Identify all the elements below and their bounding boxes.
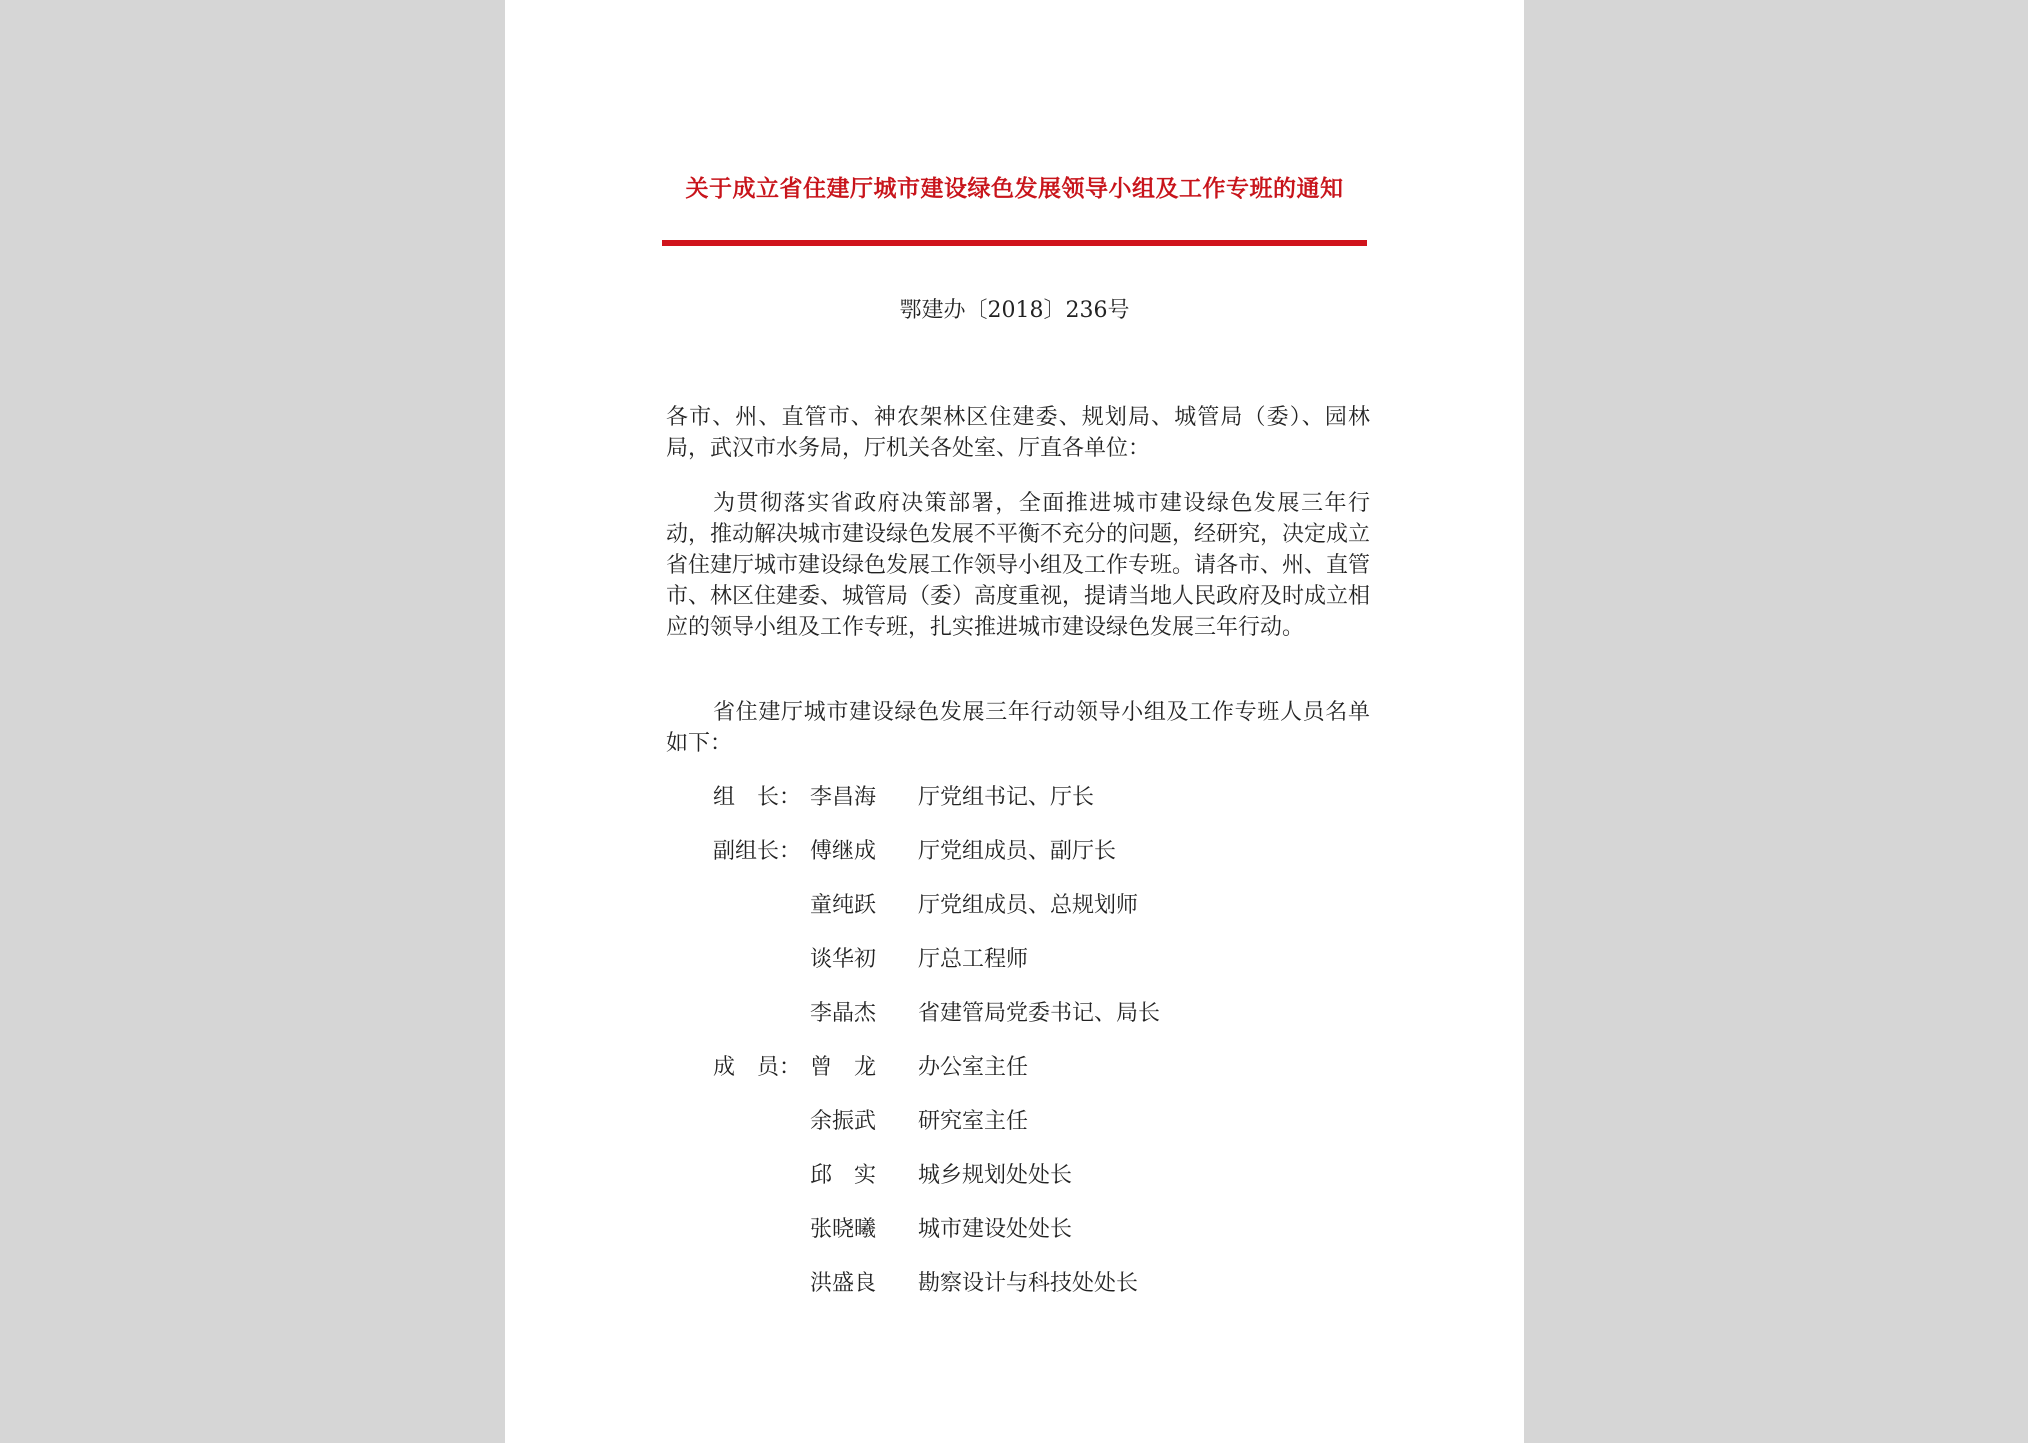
member-position: 办公室主任 [918,1055,1029,1080]
member-name: 余振武 [810,1109,877,1134]
member-name: 邱 实 [810,1163,877,1188]
member-position: 城乡规划处处长 [918,1163,1073,1188]
member-name: 洪盛良 [810,1271,877,1296]
member-role: 组 长： [713,785,802,810]
member-position: 勘察设计与科技处处长 [918,1271,1139,1296]
member-row [713,1266,1373,1320]
member-name: 曾 龙 [810,1055,877,1080]
member-position: 厅总工程师 [918,947,1029,972]
member-row [713,1212,1373,1266]
member-row [713,996,1373,1050]
member-list [713,780,1373,1320]
member-row [713,1104,1373,1158]
red-header-rule [662,240,1367,246]
member-position: 厅党组成员、副厅长 [918,839,1117,864]
member-row [713,888,1373,942]
member-position: 省建管局党委书记、局长 [918,1001,1161,1026]
member-position: 厅党组书记、厅长 [918,785,1095,810]
member-name: 李昌海 [810,785,877,810]
member-position: 研究室主任 [918,1109,1029,1134]
addressee-paragraph: 各市、州、直管市、神农架林区住建委、规划局、城管局（委）、园林局，武汉市水务局，厅机关各处室、厅直各单位： [666,405,1370,461]
member-name: 谈华初 [810,947,877,972]
member-position: 城市建设处处长 [918,1217,1073,1242]
member-name: 傅继成 [810,839,877,864]
member-row [713,780,1373,834]
body-paragraph-1: 为贯彻落实省政府决策部署，全面推进城市建设绿色发展三年行动，推动解决城市建设绿色发展不平衡不充分的问题，经研究，决定成立省住建厅城市建设绿色发展工作领导小组及工作专班。请各市、州、直管市、林区住建委、城管局（委）高度重视，提请当地人民政府及时成立相应的领导小组及工作专班，扎实推进城市建设绿色发展三年行动。 [666,491,1371,640]
member-name: 李晶杰 [810,1001,877,1026]
member-row [713,834,1373,888]
member-position: 厅党组成员、总规划师 [918,893,1139,918]
member-row [713,1050,1373,1104]
member-row [713,1158,1373,1212]
member-role: 成 员： [713,1055,802,1080]
body-paragraph-2: 省住建厅城市建设绿色发展三年行动领导小组及工作专班人员名单如下： [666,700,1370,756]
document-number: 鄂建办〔2018〕236号 [899,298,1130,323]
member-role: 副组长： [713,839,802,864]
document-title: 关于成立省住建厅城市建设绿色发展领导小组及工作专班的通知 [685,175,1344,202]
member-row [713,942,1373,996]
member-name: 童纯跃 [810,893,877,918]
document-page [505,0,1524,1443]
member-name: 张晓曦 [810,1217,877,1242]
